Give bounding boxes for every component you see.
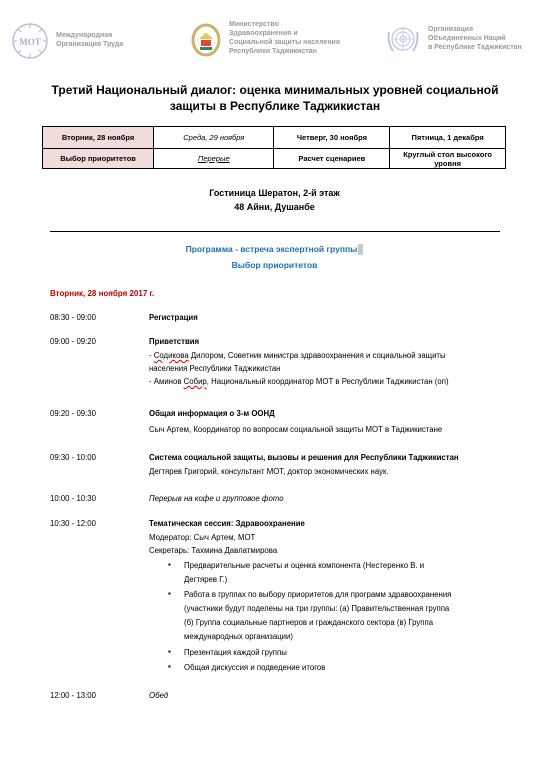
- venue-address: 48 Айни, Душанбе: [234, 202, 315, 212]
- title-line-1: Третий Национальный диалог: оценка минимальных уровней социальной: [51, 83, 499, 97]
- agenda-lunch: Обед: [149, 691, 169, 700]
- agenda-title: Тематическая сессия: Здравоохранение: [149, 519, 305, 528]
- un-emblem-icon: [384, 22, 422, 58]
- agenda-block-info: [149, 407, 519, 436]
- day-cell-friday: Пятница, 1 декабря: [390, 127, 506, 149]
- divider: [50, 231, 500, 232]
- agenda-time: 12:00 - 13:00: [50, 691, 96, 700]
- day-cell-thursday: Четверг, 30 ноября: [274, 127, 390, 149]
- agenda-bullet: Презентация каждой группы: [184, 648, 287, 657]
- agenda-time: 10:00 - 10:30: [50, 494, 96, 503]
- program-heading: Программа - встреча экспертной группы: [0, 241, 549, 257]
- topic-cell-thursday: Расчет сценариев: [274, 149, 390, 169]
- agenda-title: Приветствия: [149, 337, 200, 346]
- svg-text:МОТ: МОТ: [19, 37, 41, 47]
- schedule-topics-row: [43, 149, 506, 169]
- agenda-title: Система социальной защиты, вызовы и решения для Республики Таджикистан: [149, 453, 459, 462]
- agenda-title: Общая информация о 3-м ООНД: [149, 409, 275, 418]
- agenda-bullet: Работа в группах по выбору приоритетов для программ здравоохранения (участники будут поделены на три группы: (а) Правительственная группа (б) Группа социальные партнеров и гражданского сектора (в) Группа международных организации): [184, 590, 452, 641]
- topic-cell-tuesday: Выбор приоритетов: [43, 149, 154, 169]
- agenda-speaker: Сыч Артем, Координатор по вопросам социальной защиты МОТ в Таджикистане: [149, 425, 443, 434]
- agenda-block-welcome: [149, 335, 519, 388]
- bullet-icon: ▪: [168, 662, 171, 671]
- un-name: Организация Объединенных Наций в Республике Таджикистан: [428, 26, 522, 51]
- bullet-icon: ▪: [168, 560, 171, 569]
- title-line-2: защиты в Республике Таджикистан: [169, 99, 381, 113]
- agenda-secretary: Секретарь: Тахмина Давлатмирова: [149, 546, 278, 555]
- agenda-speaker: - Аминов Собир, Национальный координатор МОТ в Республики Таджикистан (оп): [149, 377, 449, 386]
- agenda-speaker: Дегтярев Григорий, консультант МОТ, доктор экономических наук.: [149, 467, 389, 476]
- document-title: [40, 82, 510, 114]
- agenda-block-system: [149, 451, 519, 478]
- agenda-bullet: Предварительные расчеты и оценка компонента (Нестеренко В. и Дегтярев Г.): [184, 561, 425, 584]
- agenda-break: Перерыв на кофе и групповое фото: [149, 494, 284, 503]
- agenda-title: Регистрация: [149, 313, 198, 322]
- ilo-header: [10, 22, 123, 60]
- agenda-time: 08:30 - 09:00: [50, 313, 96, 322]
- ilo-name: Международная Организация Труда: [56, 32, 124, 48]
- day-cell-tuesday: Вторник, 28 ноября: [43, 127, 154, 149]
- topic-cell-friday: Круглый стол высокого уровня: [390, 149, 506, 169]
- bullet-icon: ▪: [168, 647, 171, 656]
- un-header: [384, 22, 522, 58]
- agenda-time: 09:30 - 10:00: [50, 453, 96, 462]
- program-subheading: Выбор приоритетов: [231, 260, 318, 270]
- ilo-logo-icon: [10, 22, 50, 60]
- agenda-block-health: [149, 517, 519, 557]
- agenda-speaker-cont: населения Республики Таджикистан: [149, 364, 281, 373]
- venue-hotel: Гостиница Шератон, 2-й этаж: [209, 188, 340, 198]
- day-heading: Вторник, 28 ноября 2017 г.: [50, 289, 155, 298]
- ministry-header: [190, 22, 340, 58]
- schedule-table: [42, 126, 506, 169]
- ministry-name: Министерство Здравоохранения и Социальной защиты населения Республики Таджикистан: [229, 21, 340, 55]
- day-cell-wednesday: Среда, 29 ноября: [154, 127, 274, 149]
- agenda-time: 09:00 - 09:20: [50, 337, 96, 346]
- agenda-bullet: Общая дискуссия и подведение итогов: [184, 663, 326, 672]
- schedule-days-row: [43, 127, 506, 149]
- bullet-icon: ▪: [168, 589, 171, 598]
- tajikistan-emblem-icon: [190, 22, 222, 58]
- agenda-time: 09:20 - 09:30: [50, 409, 96, 418]
- agenda-moderator: Модератор: Сыч Артем, МОТ: [149, 533, 256, 542]
- topic-cell-wednesday: Перерые: [154, 149, 274, 169]
- cursor-mark: [358, 244, 363, 255]
- agenda-speaker: - Содикова Дилором, Советник министра здравоохранения и социальной защиты: [149, 351, 446, 360]
- agenda-time: 10:30 - 12:00: [50, 519, 96, 528]
